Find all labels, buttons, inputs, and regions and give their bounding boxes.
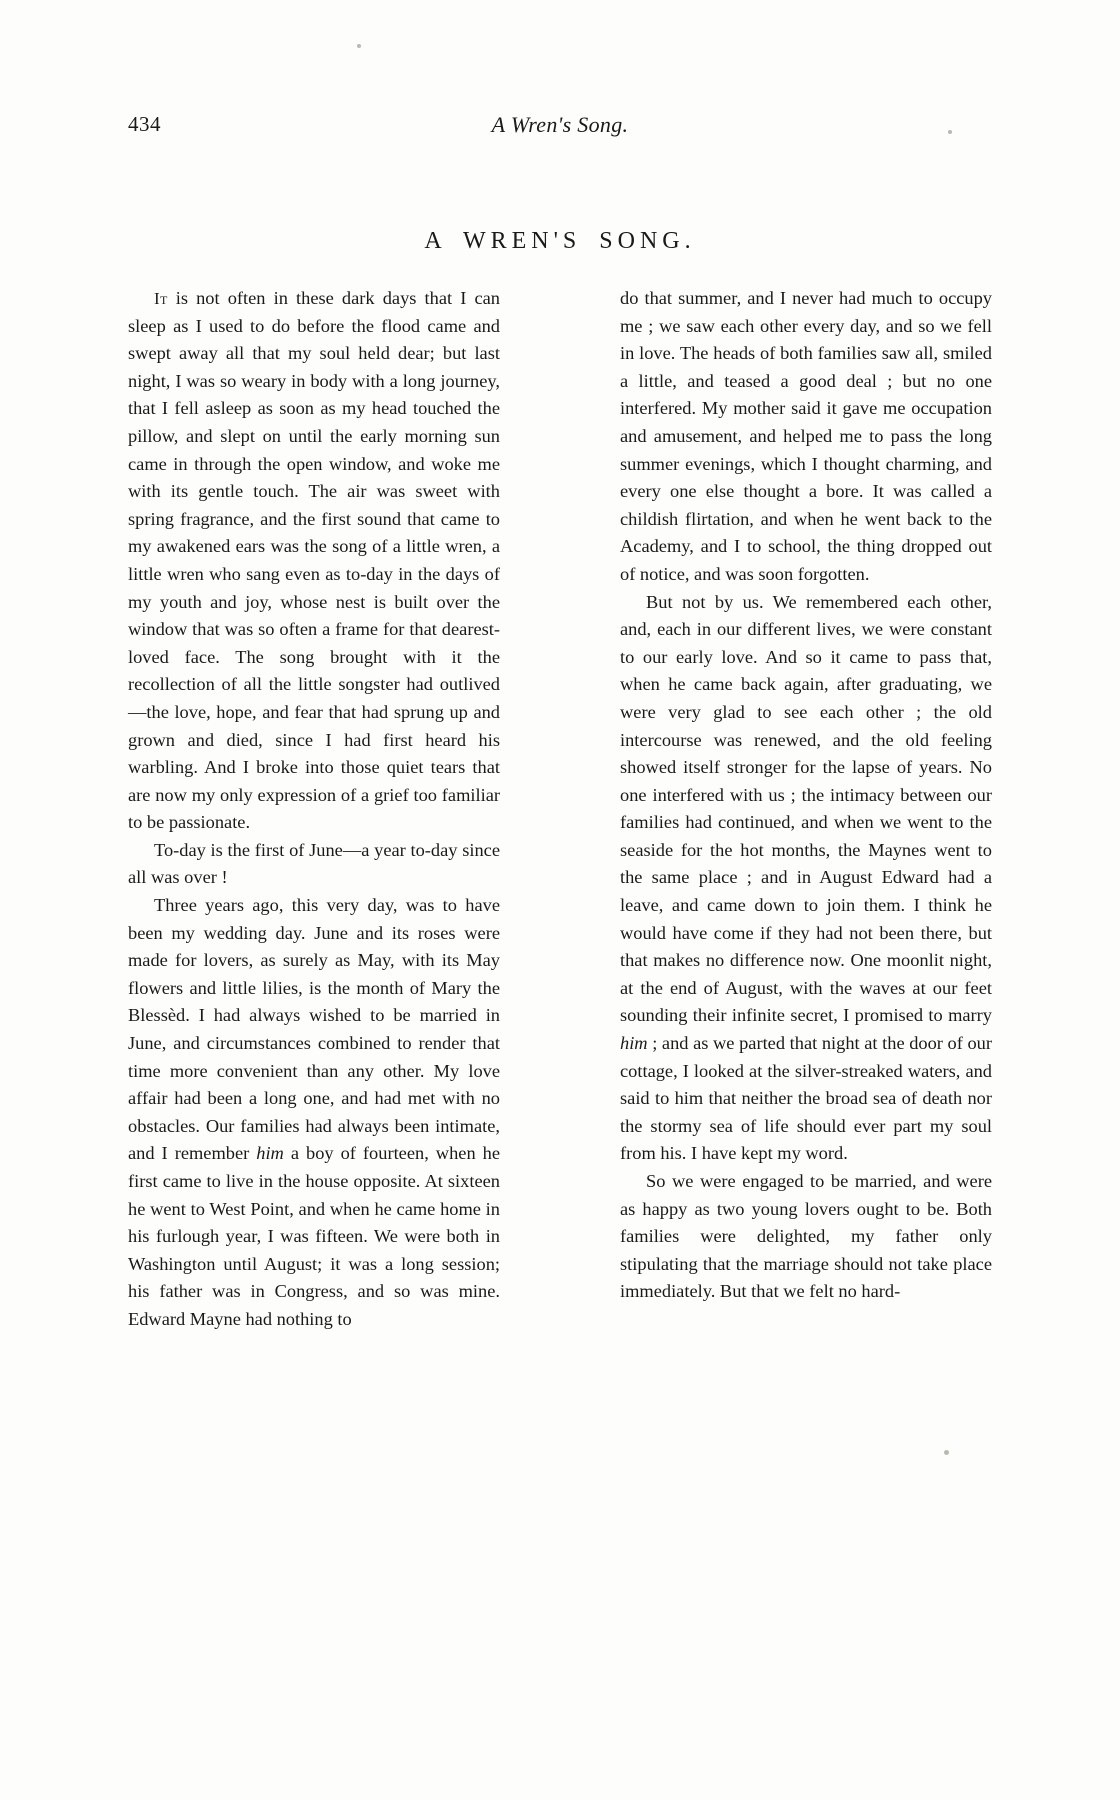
column-right xyxy=(620,285,992,1334)
scan-speck xyxy=(944,1450,949,1455)
page-number: 434 xyxy=(128,112,161,136)
paragraph: So we were engaged to be married, and were as happy as two young lovers ought to be. Both families were delighted, my father only stipulating that the marriage should not take place immediately. But that we felt no hard- xyxy=(620,1171,992,1302)
paragraph: Three years ago, this very day, was to have been my wedding day. June and its roses were made for lovers, as surely as May, with its May flowers and little lilies, is the month of Mary the Blessèd. I had always wished to be married in June, and circumstances combined to render that time more convenient than any other. My love affair had been a long one, and had met with no obstacles. Our families had always been intimate, and I remember him a boy of fourteen, when he first came to live in the house opposite. At sixteen he went to West Point, and when he came home in his furlough year, I was fifteen. We were both in Washington until August; it was a long session; his father was in Congress, and so was mine. Edward Mayne had nothing to xyxy=(128,895,501,1329)
paragraph: do that summer, and I never had much to occupy me ; we saw each other every day, and so we fell in love. The heads of both families saw all, smiled a little, and teased a good deal ; but no one interfered. My mother said it gave me occupation and amusement, and helped me to pass the long summer evenings, which I thought charming, and every one else thought a bore. It was called a childish flirtation, and when he went back to the Academy, and I to school, the thing dropped out of notice, and was soon forgotten. xyxy=(620,288,992,584)
paragraph: But not by us. We remembered each other, and, each in our different lives, we were constant to our early love. And so it came to pass that, when he came back again, after graduating, we were very glad to see each other ; the old intercourse was renewed, and the old feeling showed itself stronger for the lapse of years. No one interfered with us ; the intimacy between our families had continued, and when we went to the seaside for the hot months, the Maynes went to the same place ; and in August Edward had a leave, and came down to join them. I think he would have come if they had not been there, but that makes no difference now. One moonlit night, at the end of August, with the waves at our feet sounding their infinite secret, I promised to marry him ; and as we parted that night at the door of our cottage, I looked at the silver-streaked waters, and said to him that neither the broad sea of death nor the stormy sea of life should ever part my soul from his. I have kept my word. xyxy=(620,591,992,1164)
running-head xyxy=(0,112,1120,142)
emphasis: him xyxy=(620,1033,648,1054)
article-title: A WREN'S SONG. xyxy=(424,228,696,254)
emphasis: him xyxy=(256,1143,284,1164)
paragraph-text: is not often in these dark days that I can sleep as I used to do before the flood came and swept away all that my soul held dear; but last night, I was so weary in body with a long journey, that I fell asleep as soon as my head touched the pillow, and slept on until the early morning sun came in through the open window, and woke me with its gentle touch. The air was sweet with spring fragrance, and the first sound that came to my awakened ears was the song of a little wren, a little wren who sang even as to-day in the days of my youth and joy, whose nest is built over the window that was so often a frame for that dearest-loved face. The song brought with it the recollection of all the little songster had outlived—the love, hope, and fear that had sprung up and grown and died, since I had first heard his warbling. And I broke into those quiet tears that are now my only expression of a grief too familiar to be passionate. xyxy=(128,288,500,833)
paragraph: To-day is the first of June—a year to-day since all was over ! xyxy=(128,839,500,888)
lead-smallcaps: It xyxy=(154,289,168,308)
text-columns xyxy=(128,285,992,1334)
paragraph xyxy=(128,285,500,837)
running-title: A Wren's Song. xyxy=(491,112,629,137)
column-left xyxy=(128,285,500,1334)
scan-speck xyxy=(357,44,361,48)
